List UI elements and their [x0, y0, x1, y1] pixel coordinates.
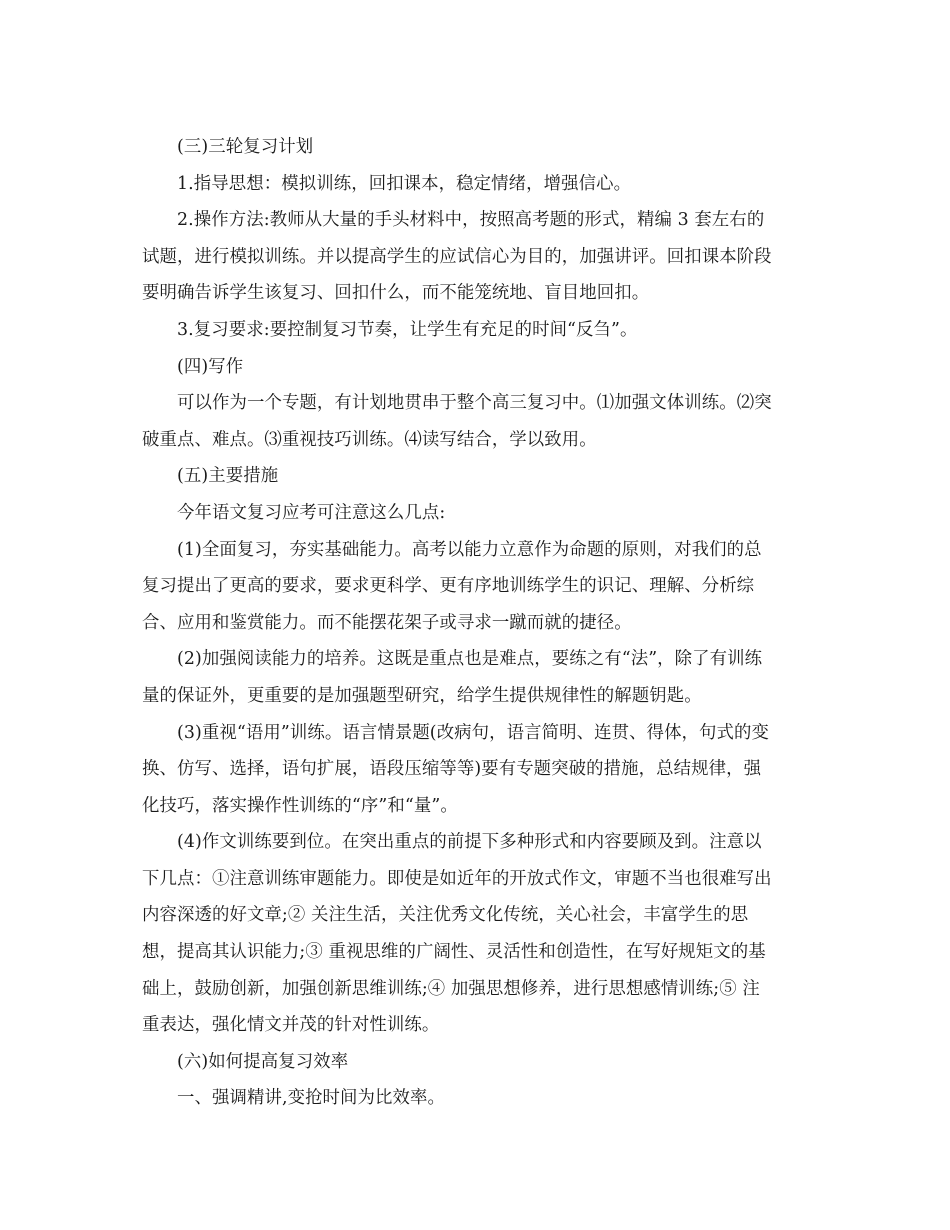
paragraph-line: 要明确告诉学生该复习、回扣什么，而不能笼统地、盲目地回扣。: [142, 283, 650, 304]
paragraph-line: 化技巧，落实操作性训练的“序”和“量”。: [142, 795, 458, 816]
paragraph-line: 复习提出了更高的要求，要求更科学、更有序地训练学生的识记、理解、分析综: [142, 576, 755, 597]
section-heading-writing: (四)写作: [177, 356, 244, 377]
paragraph-line: (1)全面复习，夯实基础能力。高考以能力立意作为命题的原则，对我们的总: [177, 539, 762, 560]
paragraph-line: (4)作文训练要到位。在突出重点的前提下多种形式和内容要顾及到。注意以: [177, 832, 762, 853]
paragraph-line: 础上，鼓励创新，加强创新思维训练;④ 加强思想修养，进行思想感情训练;⑤ 注: [142, 978, 760, 999]
section-heading-round-three: (三)三轮复习计划: [177, 137, 314, 157]
paragraph-line: 试题，进行模拟训练。并以提高学生的应试信心为目的，加强讲评。回扣课本阶段: [142, 246, 772, 267]
paragraph-line: 想，提高其认识能力;③ 重视思维的广阔性、灵活性和创造性，在写好规矩文的基: [142, 942, 766, 963]
document-body: [142, 129, 812, 1117]
paragraph-line: 重表达，强化情文并茂的针对性训练。: [142, 1015, 440, 1036]
paragraph-line: 2.操作方法:教师从大量的手头材料中，按照高考题的形式，精编 3 套左右的: [177, 210, 765, 231]
paragraph-line: 换、仿写、选择，语句扩展，语段压缩等等)要有专题突破的措施，总结规律，强: [142, 759, 762, 780]
paragraph-line: 下几点：①注意训练审题能力。即使是如近年的开放式作文，审题不当也很难写出: [142, 868, 772, 889]
paragraph-line: (3)重视“语用”训练。语言情景题(改病句，语言简明、连贯、得体，句式的变: [177, 722, 770, 743]
section-heading-measures: (五)主要措施: [177, 466, 279, 487]
section-heading-efficiency: (六)如何提高复习效率: [177, 1051, 349, 1072]
paragraph-line: 破重点、难点。⑶重视技巧训练。⑷读写结合，学以致用。: [142, 429, 597, 450]
paragraph-line: 今年语文复习应考可注意这么几点:: [177, 502, 446, 523]
paragraph-line: (2)加强阅读能力的培养。这既是重点也是难点，要练之有“法”，除了有训练: [177, 649, 763, 670]
paragraph-line: 内容深透的好文章;② 关注生活，关注优秀文化传统，关心社会，丰富学生的思: [142, 905, 749, 926]
paragraph-line: 可以作为一个专题，有计划地贯串于整个高三复习中。⑴加强文体训练。⑵突: [177, 393, 772, 414]
paragraph-line: 量的保证外，更重要的是加强题型研究，给学生提供规律性的解题钥匙。: [142, 685, 702, 706]
paragraph-line: 合、应用和鉴赏能力。而不能摆花架子或寻求一蹴而就的捷径。: [142, 612, 632, 633]
paragraph-line: 3.复习要求:要控制复习节奏，让学生有充足的时间“反刍”。: [177, 319, 638, 340]
paragraph-line: 一、强调精讲,变抢时间为比效率。: [177, 1088, 445, 1109]
paragraph-line: 1.指导思想：模拟训练，回扣课本，稳定情绪，增强信心。: [177, 173, 632, 194]
